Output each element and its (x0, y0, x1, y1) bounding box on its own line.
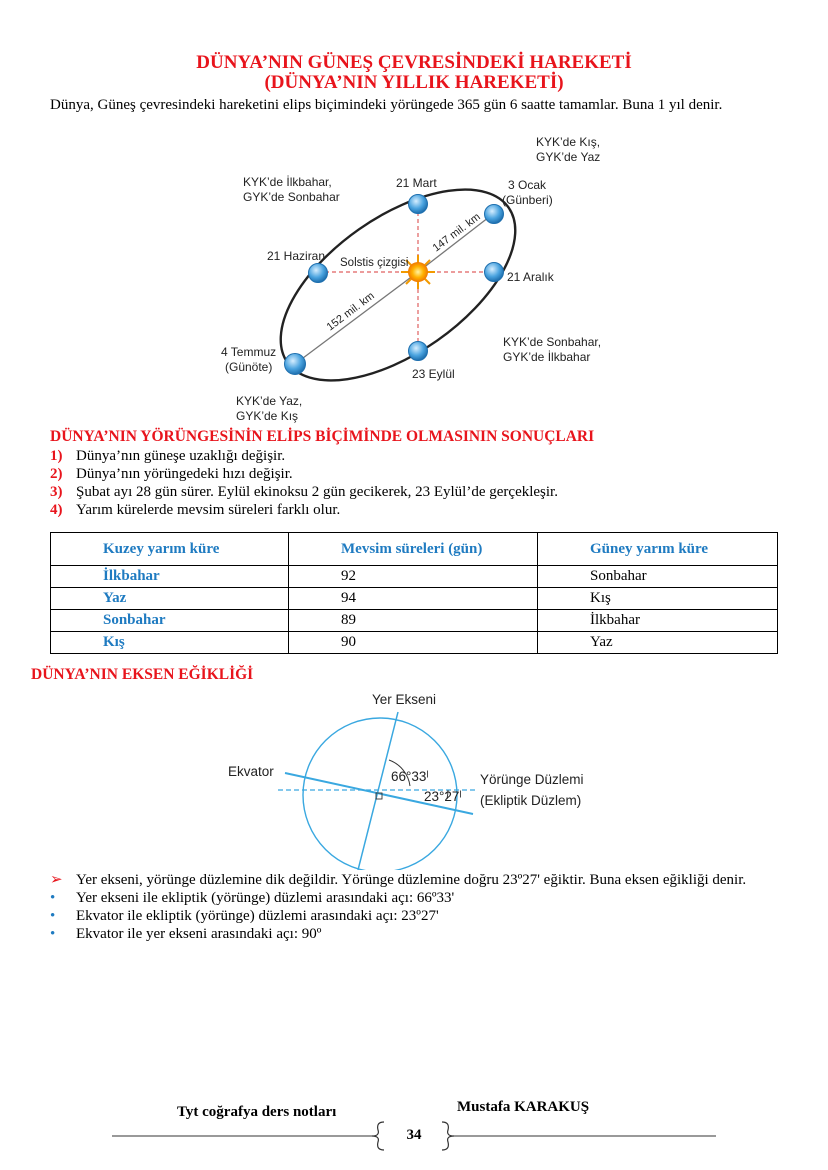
label-21-mart: 21 Mart (396, 176, 437, 190)
table-cell: Kış (51, 632, 289, 654)
list-item: 3) Şubat ayı 28 gün sürer. Eylül ekinoksu 2 gün gecikerek, 23 Eylül’de gerçekleşir. (50, 484, 558, 500)
label-ekliptik-duzlem: (Ekliptik Düzlem) (480, 793, 582, 808)
label-kyk-ilkbahar-2: GYK’de Sonbahar (243, 190, 340, 204)
earth-december-icon (485, 263, 504, 282)
section-title-eksen: DÜNYA’NIN EKSEN EĞİKLİĞİ (31, 666, 254, 683)
list-item: 4) Yarım kürelerde mevsim süreleri farklı olur. (50, 502, 341, 518)
label-angle-66: 66°33ˡ (391, 769, 429, 784)
label-angle-23: 23°27ˡ (424, 789, 462, 804)
table-row (51, 610, 778, 632)
label-yorunge-duzlemi: Yörünge Düzlemi (480, 772, 584, 787)
distance-line-long (295, 272, 418, 364)
table-row (51, 632, 778, 654)
bullet-icon: • (50, 908, 56, 924)
footer-left: Tyt coğrafya ders notları (177, 1104, 337, 1120)
page-subtitle: (DÜNYA’NIN YILLIK HAREKETİ) (264, 72, 564, 93)
label-152-km: 152 mil. km (324, 289, 377, 334)
table-header: Mevsim süreleri (gün) (289, 533, 538, 566)
bullet-icon: • (50, 926, 56, 942)
label-147-km: 147 mil. km (430, 210, 483, 255)
table-header: Kuzey yarım küre (51, 533, 289, 566)
earth-march-icon (409, 195, 428, 214)
orbit-diagram (0, 130, 828, 430)
label-kyk-kis-1: KYK’de Kış, (536, 135, 601, 149)
table-cell: Sonbahar (538, 566, 778, 588)
list-item: ➢ Yer ekseni, yörünge düzlemine dik değildir. Yörünge düzlemine doğru 23º27' eğiktir. Buna eksen eğikliği denir. (50, 872, 747, 888)
list-item: 1) Dünya’nın güneşe uzaklığı değişir. (50, 448, 286, 464)
table-cell: 89 (289, 610, 538, 632)
label-kyk-sonbahar-2: GYK’de İlkbahar (503, 350, 591, 364)
list-item: • Ekvator ile ekliptik (yörünge) düzlemi arasındaki açı: 23º27' (50, 908, 439, 924)
table-cell: Yaz (538, 632, 778, 654)
earth-june-icon (309, 264, 328, 283)
label-21-haziran: 21 Haziran (267, 249, 326, 263)
page-number: 34 (406, 1127, 422, 1143)
label-yer-ekseni: Yer Ekseni (372, 692, 437, 707)
label-4-temmuz: 4 Temmuz (221, 345, 277, 359)
label-gunote: (Günöte) (225, 360, 273, 374)
table-cell: Kış (538, 588, 778, 610)
label-ekvator: Ekvator (228, 764, 274, 779)
table-cell: İlkbahar (538, 610, 778, 632)
results-list (50, 447, 558, 519)
table-cell: İlkbahar (51, 566, 289, 588)
earth-september-icon (409, 342, 428, 361)
table-cell: Sonbahar (51, 610, 289, 632)
label-kyk-yaz-2: GYK’de Kış (236, 409, 299, 423)
label-kyk-ilkbahar-1: KYK’de İlkbahar, (243, 175, 332, 189)
list-item: • Ekvator ile yer ekseni arasındaki açı: 90º (50, 926, 322, 942)
label-kyk-kis-2: GYK’de Yaz (536, 150, 601, 164)
label-3-ocak: 3 Ocak (508, 178, 547, 192)
table-cell: 90 (289, 632, 538, 654)
table-cell: 92 (289, 566, 538, 588)
table-cell: Yaz (51, 588, 289, 610)
footer-right: Mustafa KARAKUŞ (457, 1099, 590, 1115)
bullet-icon: • (50, 890, 56, 906)
section-title-elips: DÜNYA’NIN YÖRÜNGESİNİN ELİPS BİÇİMİNDE OLMASININ SONUÇLARI (50, 428, 595, 445)
earth-july-icon (285, 354, 306, 375)
list-item: • Yer ekseni ile ekliptik (yörünge) düzlemi arasındaki açı: 66º33' (50, 890, 455, 906)
earth-january-icon (485, 205, 504, 224)
bullet-list (50, 871, 750, 943)
table-row (51, 588, 778, 610)
table-header-row (51, 533, 778, 566)
page-title: DÜNYA’NIN GÜNEŞ ÇEVRESİNDEKİ HAREKETİ (196, 52, 632, 73)
table-cell: 94 (289, 588, 538, 610)
label-kyk-yaz-1: KYK’de Yaz, (236, 394, 303, 408)
intro-paragraph: Dünya, Güneş çevresindeki hareketini elips biçimindeki yörüngede 365 gün 6 saatte tamamlar. Buna 1 yıl denir. (50, 97, 723, 113)
list-item: 2) Dünya’nın yörüngedeki hızı değişir. (50, 466, 293, 482)
table-row (51, 566, 778, 588)
label-21-aralik: 21 Aralık (507, 270, 554, 284)
table-header: Güney yarım küre (538, 533, 778, 566)
season-table (50, 532, 778, 654)
distance-line-short (418, 214, 493, 272)
label-solstis: Solstis çizgisi (340, 257, 409, 269)
label-kyk-sonbahar-1: KYK’de Sonbahar, (503, 335, 602, 349)
axial-tilt-diagram (0, 685, 828, 870)
label-23-eylul: 23 Eylül (412, 367, 455, 381)
label-gunberi: (Günberi) (502, 193, 553, 207)
arrow-icon: ➢ (50, 872, 63, 888)
